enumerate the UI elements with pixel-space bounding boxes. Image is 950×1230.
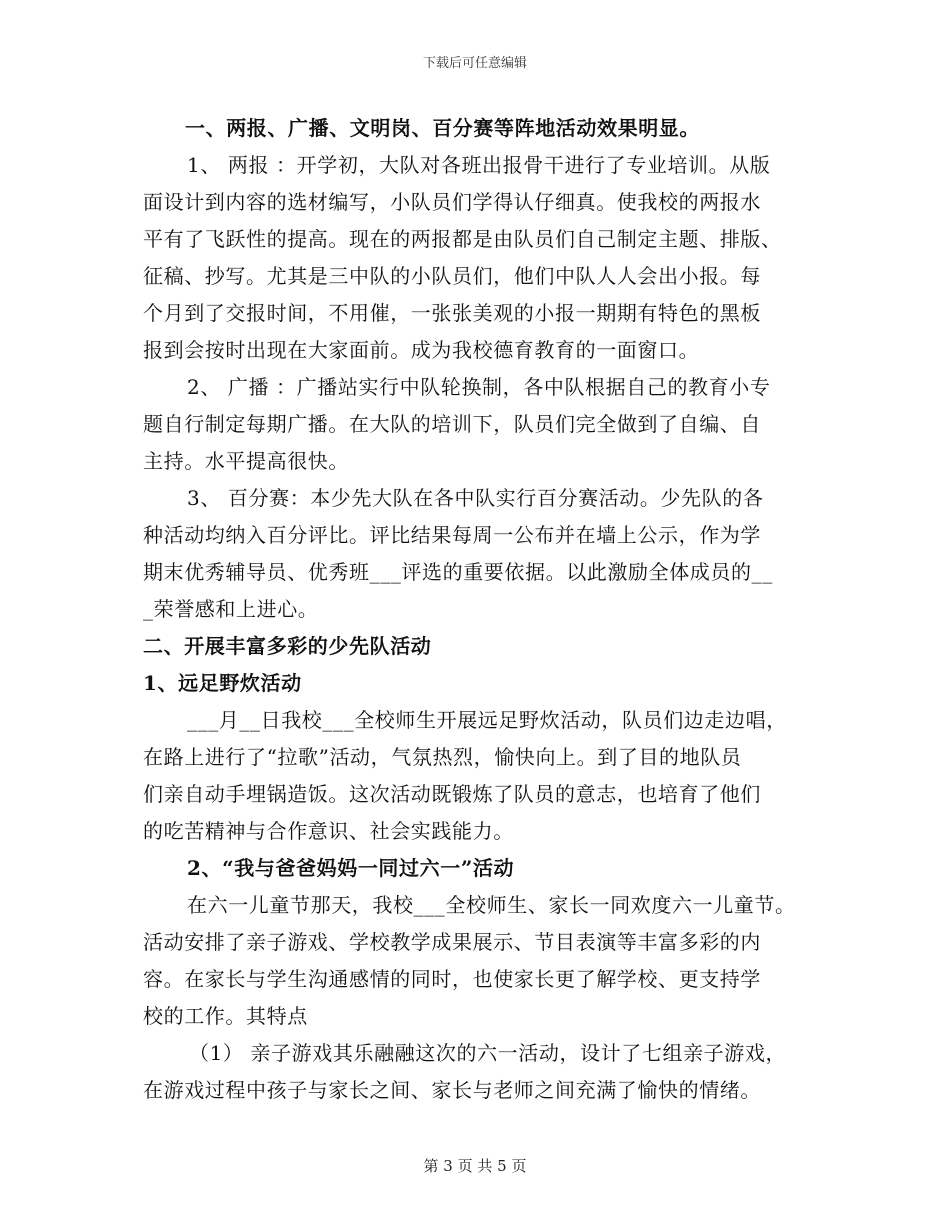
paragraph-line: 平有了飞跃性的提高。现在的两报都是由队员们自己制定主题、排版、 [143, 227, 782, 251]
paragraph-line: 面设计到内容的选材编写，小队员们学得认仔细真。使我校的两报水 [143, 190, 761, 214]
paragraph-line: 活动安排了亲子游戏、学校教学成果展示、节目表演等丰富多彩的内 [143, 930, 761, 954]
subsection-heading: 2、“我与爸爸妈妈一同过六一”活动 [187, 856, 515, 880]
paragraph-line: 报到会按时出现在大家面前。成为我校德育教育的一面窗口。 [143, 338, 700, 362]
paragraph-line: 容。在家长与学生沟通感情的同时，也使家长更了解学校、更支持学 [143, 967, 761, 991]
paragraph-line: 在游戏过程中孩子与家长之间、家长与老师之间充满了愉快的情绪。 [143, 1078, 761, 1102]
section-heading-2: 二、开展丰富多彩的少先队活动 [143, 634, 432, 658]
paragraph-line: 的吃苦精神与合作意识、社会实践能力。 [143, 819, 514, 843]
paragraph-line: 期末优秀辅导员、优秀班___评选的重要依据。以此激励全体成员的__ [143, 560, 773, 584]
paragraph-line: ___月__日我校___全校师生开展远足野炊活动，队员们边走边唱， [187, 708, 787, 732]
paragraph-line: 征稿、抄写。尤其是三中队的小队员们，他们中队人人会出小报。每 [143, 264, 761, 288]
page-header: 下载后可任意编辑 [422, 56, 527, 71]
paragraph-line: 在路上进行了“拉歌”活动，气氛热烈，愉快向上。到了目的地队员 [143, 745, 742, 769]
page-number: 第 3 页 共 5 页 [423, 1157, 527, 1175]
paragraph-line: 1、 两报 ：开学初，大队对各班出报骨干进行了专业培训。从版 [187, 153, 771, 177]
paragraph-line: 3、 百分赛：本少先大队在各中队实行百分赛活动。少先队的各 [187, 486, 764, 510]
paragraph-line: 2、 广播 ：广播站实行中队轮换制，各中队根据自己的教育小专 [187, 375, 771, 399]
paragraph-line: （1） 亲子游戏其乐融融这次的六一活动，设计了七组亲子游戏， [189, 1041, 787, 1065]
paragraph-line: _荣誉感和上进心。 [143, 597, 319, 621]
paragraph-line: 主持。水平提高很快。 [143, 449, 349, 473]
subsection-heading: 1、远足野炊活动 [143, 671, 302, 695]
paragraph-line: 种活动均纳入百分评比。评比结果每周一公布并在墙上公示，作为学 [143, 523, 761, 547]
paragraph-line: 在六一儿童节那天，我校___全校师生、家长一同欢度六一儿童节。 [187, 893, 796, 917]
paragraph-line: 题自行制定每期广播。在大队的培训下，队员们完全做到了自编、自 [143, 412, 761, 436]
paragraph-line: 校的工作。其特点 [143, 1004, 308, 1028]
section-heading-1: 一、两报、广播、文明岗、百分赛等阵地活动效果明显。 [185, 116, 700, 140]
document-body [143, 110, 833, 1109]
paragraph-line: 个月到了交报时间，不用催，一张张美观的小报一期期有特色的黑板 [143, 301, 761, 325]
paragraph-line: 们亲自动手埋锅造饭。这次活动既锻炼了队员的意志，也培育了他们 [143, 782, 761, 806]
